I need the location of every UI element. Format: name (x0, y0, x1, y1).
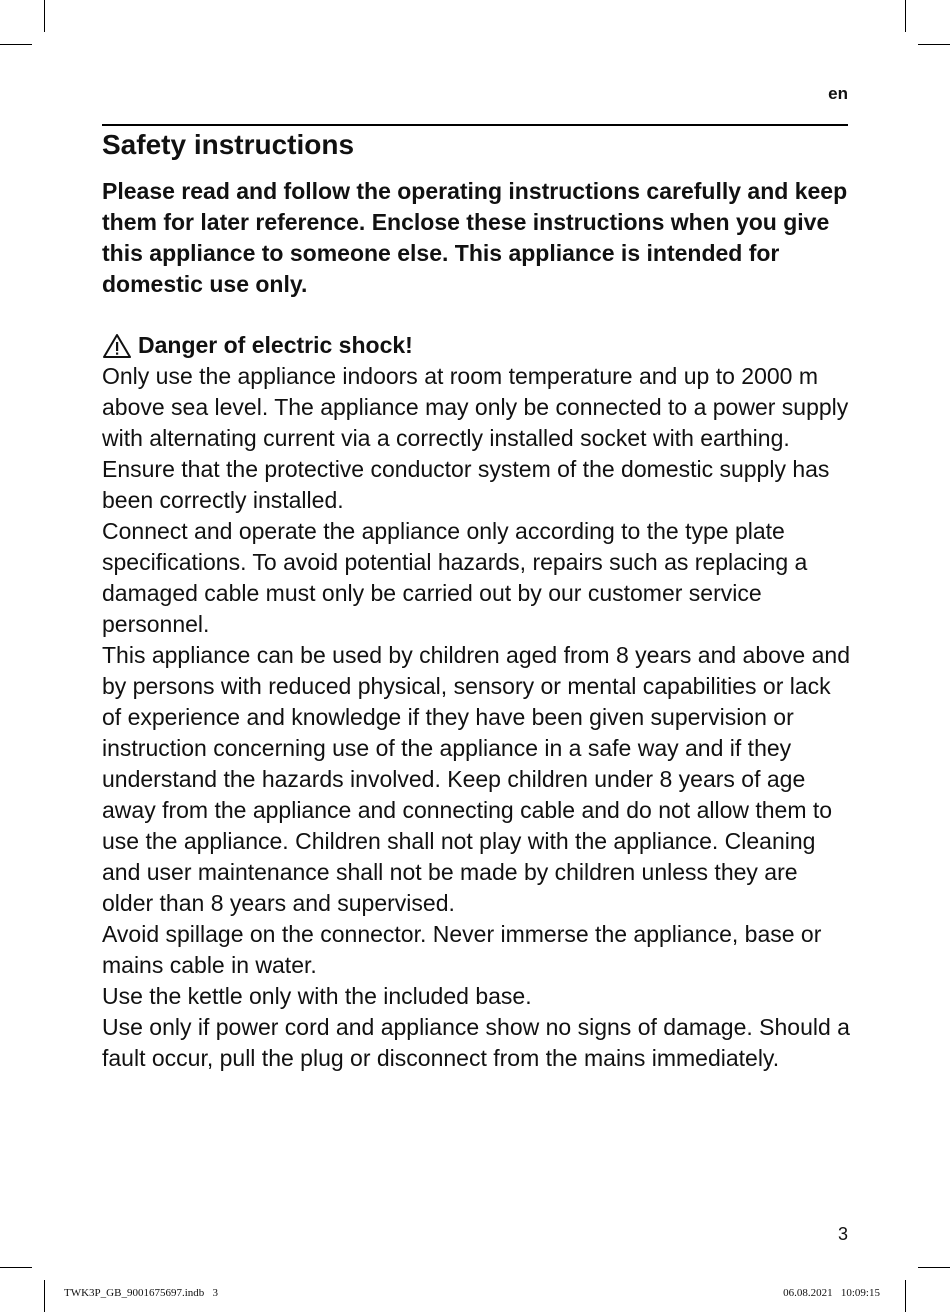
crop-mark (918, 44, 950, 45)
page-number: 3 (837, 1224, 848, 1244)
crop-mark (918, 1267, 950, 1268)
safety-paragraph: Use the kettle only with the included base. (102, 983, 532, 1009)
header-rule (102, 124, 848, 126)
crop-mark (44, 0, 45, 32)
safety-paragraph: Connect and operate the appliance only according to the type plate specifications. To avoid potential hazards, repairs such as replacing a damaged cable must only be carried out by our customer service personnel. (102, 518, 808, 637)
safety-paragraph: Only use the appliance indoors at room temperature and up to 2000 m above sea level. The appliance may only be connected to a power supply with alternating current via a correctly installed socket with earthing. Ensure that the protective conductor system of the domestic supply has been correctly installed. (102, 363, 849, 513)
crop-mark (905, 0, 906, 32)
safety-paragraph: Avoid spillage on the connector. Never immerse the appliance, base or mains cable in water. (102, 921, 822, 978)
safety-paragraph: Use only if power cord and appliance show no signs of damage. Should a fault occur, pull the plug or disconnect from the mains immediately. (102, 1014, 850, 1071)
warning-heading-row (102, 330, 848, 361)
language-code: en (828, 84, 848, 103)
print-slug-timestamp: 06.08.2021 10:09:15 (783, 1287, 880, 1299)
safety-body (102, 361, 854, 1074)
print-slug-file: TWK3P_GB_9001675697.indb 3 (64, 1287, 218, 1299)
warning-heading: Danger of electric shock! (138, 332, 413, 358)
safety-paragraph: This appliance can be used by children aged from 8 years and above and by persons with reduced physical, sensory or mental capabilities or lack of experience and knowledge if they have been given supervision or instruction concerning use of the appliance in a safe way and if they understand the hazards involved. Keep children under 8 years of age away from the appliance and connecting cable and do not allow them to use the appliance. Children shall not play with the appliance. Cleaning and user maintenance shall not be made by children unless they are older than 8 years and supervised. (102, 642, 850, 916)
crop-mark (0, 1267, 32, 1268)
warning-triangle-icon (102, 333, 132, 359)
section-title: Safety instructions (102, 129, 355, 160)
crop-mark (0, 44, 32, 45)
intro-paragraph: Please read and follow the operating instructions carefully and keep them for later reference. Enclose these instructions when you give this appliance to someone else. This appliance is intended for domestic use only. (102, 178, 848, 297)
crop-mark (44, 1280, 45, 1312)
crop-mark (905, 1280, 906, 1312)
